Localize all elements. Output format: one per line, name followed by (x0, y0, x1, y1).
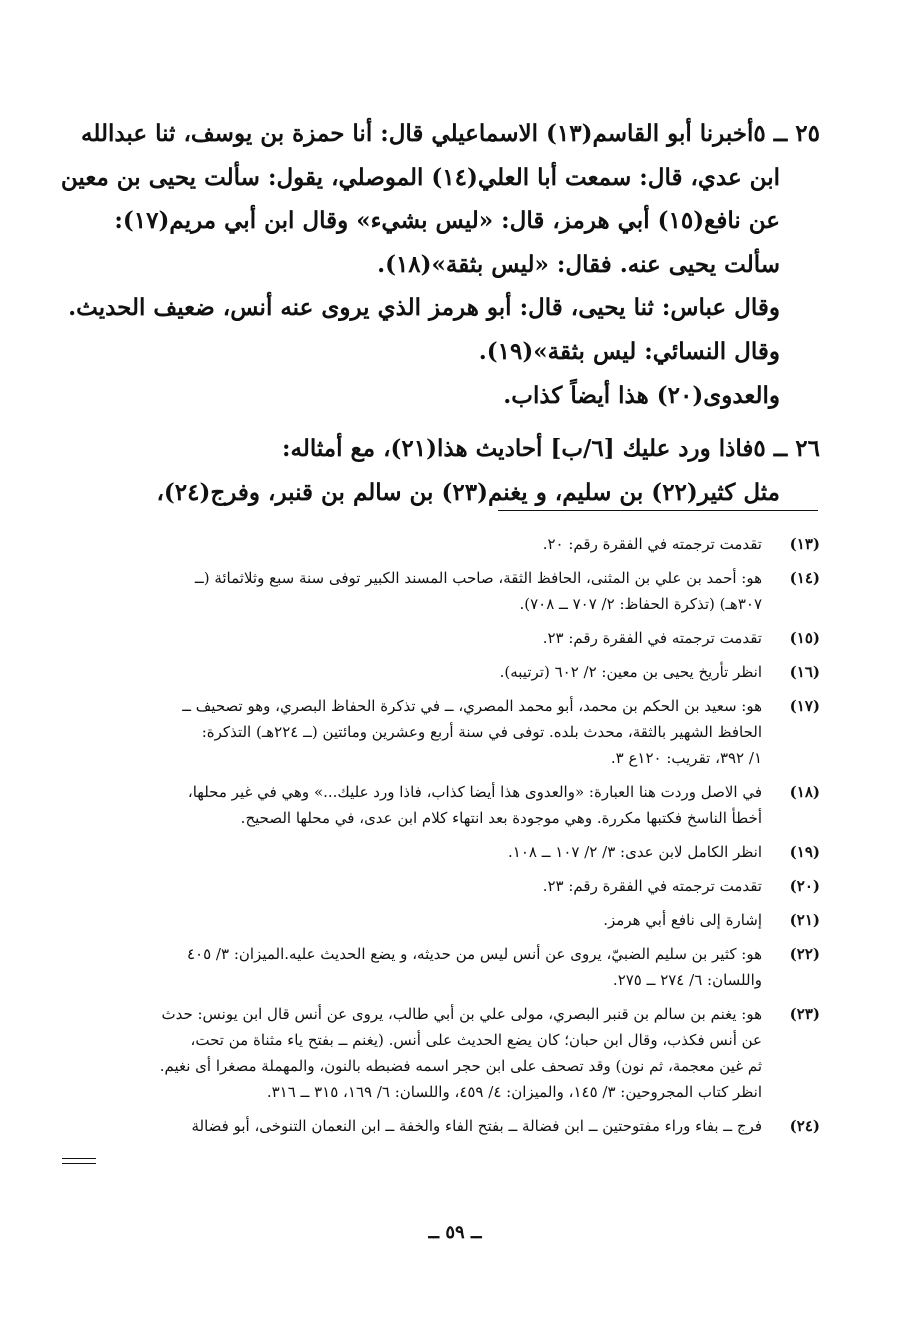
footnote-gap (100, 771, 820, 779)
footnote (100, 941, 820, 993)
footnote-line: ١/ ٣٩٢، تقريب: ١٢٠ع ٣. (610, 749, 762, 767)
footnote-number: (٢١) (789, 911, 820, 929)
footnote-number: (١٤) (789, 569, 820, 587)
footnote (100, 565, 820, 617)
text-line: مثل كثير(٢٢) بن سليم، و يغنم(٢٣) بن سالم بن قنبر، وفرج(٢٤)، (156, 478, 780, 506)
footnote (100, 1001, 820, 1105)
footnote (100, 625, 820, 651)
footnote-text (100, 941, 762, 993)
footnote-separator (498, 510, 818, 511)
footnote-text (100, 1113, 762, 1139)
footnote-number: (٢٤) (789, 1117, 820, 1135)
text-line: وقال عباس: ثنا يحيى، قال: أبو هرمز الذي يروى عنه أنس، ضعيف الحديث. (68, 294, 780, 322)
text-line: وقال النسائي: ليس بثقة»(١٩). (478, 337, 780, 365)
text-line: والعدوى(٢٠) هذا أيضاً كذاب. (503, 381, 780, 409)
footnote-text (100, 565, 762, 617)
footnote-gap (100, 685, 820, 693)
footnote-text (100, 693, 762, 771)
footnote-gap (100, 1105, 820, 1113)
footnote-number: (١٩) (789, 843, 820, 861)
footnote (100, 659, 820, 685)
footnote-text (100, 873, 762, 899)
footnote (100, 907, 820, 933)
footnotes (100, 531, 820, 1139)
footnote-gap (100, 993, 820, 1001)
footnote-text (100, 625, 762, 651)
footnote-gap (100, 831, 820, 839)
footnote-line: عن أنس فكذب، وقال ابن حبان؛ كان يضع الحديث على أنس. (يغنم ــ بفتح ياء مثناة من تحت، (190, 1031, 762, 1049)
footnote (100, 1113, 820, 1139)
footnote (100, 693, 820, 771)
footnote-gap (100, 899, 820, 907)
footnote-text (100, 1001, 762, 1105)
footnote-text (100, 659, 762, 685)
footnote-number: (١٥) (789, 629, 820, 647)
footnote-line: تقدمت ترجمته في الفقرة رقم: ٢٠. (542, 535, 762, 553)
footnote-line: هو: كثير بن سليم الضبيّ، يروى عن أنس ليس من حديثه، و يضع الحديث عليه.الميزان: ٣/ ٤٠٥ (186, 945, 762, 963)
page-number: ــ ٥٩ ــ (428, 1222, 482, 1243)
footnote-text (100, 839, 762, 865)
footnote-gap (100, 865, 820, 873)
footnote-number: (٢٢) (789, 945, 820, 963)
text-line: سألت يحيى عنه. فقال: «ليس بثقة»(١٨). (377, 250, 780, 278)
footnote-line: في الاصل وردت هنا العبارة: «والعدوى هذا أيضا كذاب، فاذا ورد عليك...» وهي في غير محلها، (187, 783, 762, 801)
footnote-text (100, 531, 762, 557)
footnote-line: هو: يغنم بن سالم بن قنبر البصري، مولى علي بن أبي طالب، يروى عن أنس قال ابن يونس: حدث (161, 1005, 762, 1023)
footnote (100, 873, 820, 899)
footnote-line: ثم غين معجمة، ثم نون) وقد تصحف على ابن حجر اسمه فضبطه بالنون، والمهملة مصغرا أى نغيم. (159, 1057, 762, 1075)
footnote-text (100, 779, 762, 831)
footnote-line: هو: سعيد بن الحكم بن محمد، أبو محمد المصري، ــ في تذكرة الحفاظ البصري، وهو تصحيف ــ (182, 697, 762, 715)
footnote-line: انظر كتاب المجروحين: ٣/ ١٤٥، والميزان: ٤/ ٤٥٩، واللسان: ٦/ ١٦٩، ٣١٥ ــ ٣١٦. (266, 1083, 762, 1101)
footnote (100, 779, 820, 831)
continuation-mark (62, 1158, 96, 1164)
footnote-number: (١٦) (789, 663, 820, 681)
text-line: عن نافع(١٥) أبي هرمز، قال: «ليس بشيء» وقال ابن أبي مريم(١٧): (114, 207, 780, 235)
footnote-gap (100, 651, 820, 659)
paragraph-gap (100, 417, 820, 427)
footnote-number: (٢٣) (789, 1005, 820, 1023)
footnote-gap (100, 933, 820, 941)
footnote-line: واللسان: ٦/ ٢٧٤ ــ ٢٧٥. (612, 971, 762, 989)
footnote-gap (100, 617, 820, 625)
text-line: ٢٥ ــ ٥أخبرنا أبو القاسم(١٣) الاسماعيلي قال: أنا حمزة بن يوسف، ثنا عبدالله (81, 120, 820, 147)
footnote-line: انظر تأريخ يحيى بن معين: ٢/ ٦٠٢ (ترتيبه). (499, 663, 762, 681)
footnote-number: (١٧) (789, 697, 820, 715)
text-line: ٢٦ ــ ٥فاذا ورد عليك [٦/ب] أحاديث هذا(٢١)، مع أمثاله: (282, 435, 820, 463)
footnote-line: تقدمت ترجمته في الفقرة رقم: ٢٣. (542, 629, 762, 647)
footnote-line: إشارة إلى نافع أبي هرمز. (603, 911, 762, 929)
footnote-number: (١٨) (789, 783, 820, 801)
footnote-line: أخطأ الناسخ فكتبها مكررة. وهي موجودة بعد انتهاء كلام ابن عدى، في محلها الصحيح. (240, 809, 762, 827)
footnote-line: هو: أحمد بن علي بن المثنى، الحافظ الثقة، صاحب المسند الكبير توفى سنة سبع وثلاثمائة (ــ (194, 569, 762, 587)
footnote (100, 839, 820, 865)
footnote-line: ٣٠٧هـ) (تذكرة الحفاظ: ٢/ ٧٠٧ ــ ٧٠٨). (519, 595, 762, 613)
footnote-number: (١٣) (789, 535, 820, 553)
footnote-gap (100, 557, 820, 565)
footnote (100, 531, 820, 557)
footnote-line: انظر الكامل لابن عدى: ٣/ ٢/ ١٠٧ ــ ١٠٨. (508, 843, 762, 861)
footnote-line: فرج ــ بفاء وراء مفتوحتين ــ ابن فضالة ــ بفتح الفاء والخفة ــ ابن النعمان التنوخى، أبو فضالة (191, 1117, 762, 1135)
footnote-number: (٢٠) (789, 877, 820, 895)
footnote-line: تقدمت ترجمته في الفقرة رقم: ٢٣. (542, 877, 762, 895)
footnote-line: الحافظ الشهير بالثقة، محدث بلده. توفى في سنة أربع وعشرين ومائتين (ــ ٢٢٤هـ) التذكرة: (201, 723, 762, 741)
footnote-text (100, 907, 762, 933)
main-text (60, 112, 820, 514)
text-line: ابن عدي، قال: سمعت أبا العلي(١٤) الموصلي، يقول: سألت يحيى بن معين (60, 163, 780, 191)
